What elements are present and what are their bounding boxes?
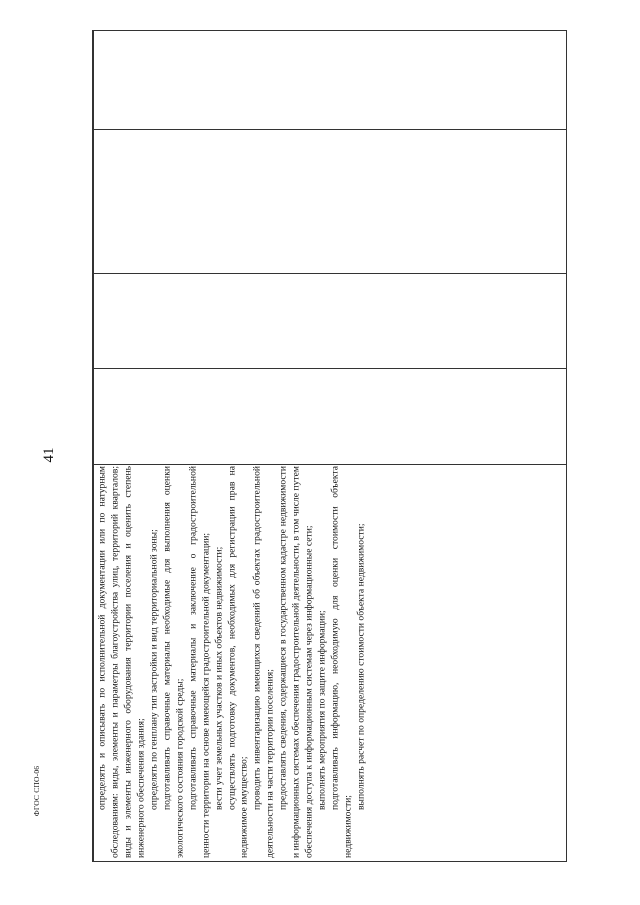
requirement-item: подготавливать информацию, необходимую для оценки стоимости объекта недвижимости;: [329, 465, 354, 858]
requirement-item: подготавливать справочные материалы и заключение о градостроительной ценности территории на основе имеющейся градостроительной документации;: [187, 465, 212, 858]
requirement-item: вести учет земельных участков и иных объектов недвижимости;: [213, 546, 225, 810]
row-divider: [93, 129, 566, 130]
requirement-item: выполнять мероприятия по защите информации;: [316, 609, 328, 810]
requirement-item: проводить инвентаризацию имеющихся сведений об объектах градостроительной деятельности на части территории поселения;: [251, 465, 276, 858]
requirement-item: выполнять расчет по определению стоимости объекта недвижимости;: [355, 522, 367, 810]
requirements-text: [97, 466, 552, 858]
footer-code: ФГОС СПО-06: [32, 765, 41, 817]
requirement-item: осуществлять подготовку документов, необходимых для регистрации прав на недвижимое имущество;: [226, 465, 250, 858]
requirement-item: определять по генплану тип застройки и вид территориальной зоны;: [148, 528, 160, 810]
row-divider: [93, 273, 566, 274]
row-divider: [93, 368, 566, 369]
requirement-item: подготавливать справочные материалы необходимые для выполнения оценки экологического состояния городской среды;: [161, 465, 186, 858]
requirement-item: предоставлять сведения, содержащиеся в государственном кадастре недвижимости и информационных системах обеспечения градостроительной деятельности, в том числе путем обеспечения доступа к информационным системам через информационные сети;: [277, 465, 315, 858]
requirements-cell: [96, 464, 549, 859]
page-number: 41: [41, 447, 57, 463]
requirement-item: определять и описывать по исполнительной документации или по натурным обследованиям: виды, элементы и параметры благоустройства улиц, территорий кварталов; виды и элементы инженерного оборудования территории поселения и оценить степень инженерного обеспечения здания;: [96, 465, 147, 858]
col-divider: [93, 31, 94, 861]
